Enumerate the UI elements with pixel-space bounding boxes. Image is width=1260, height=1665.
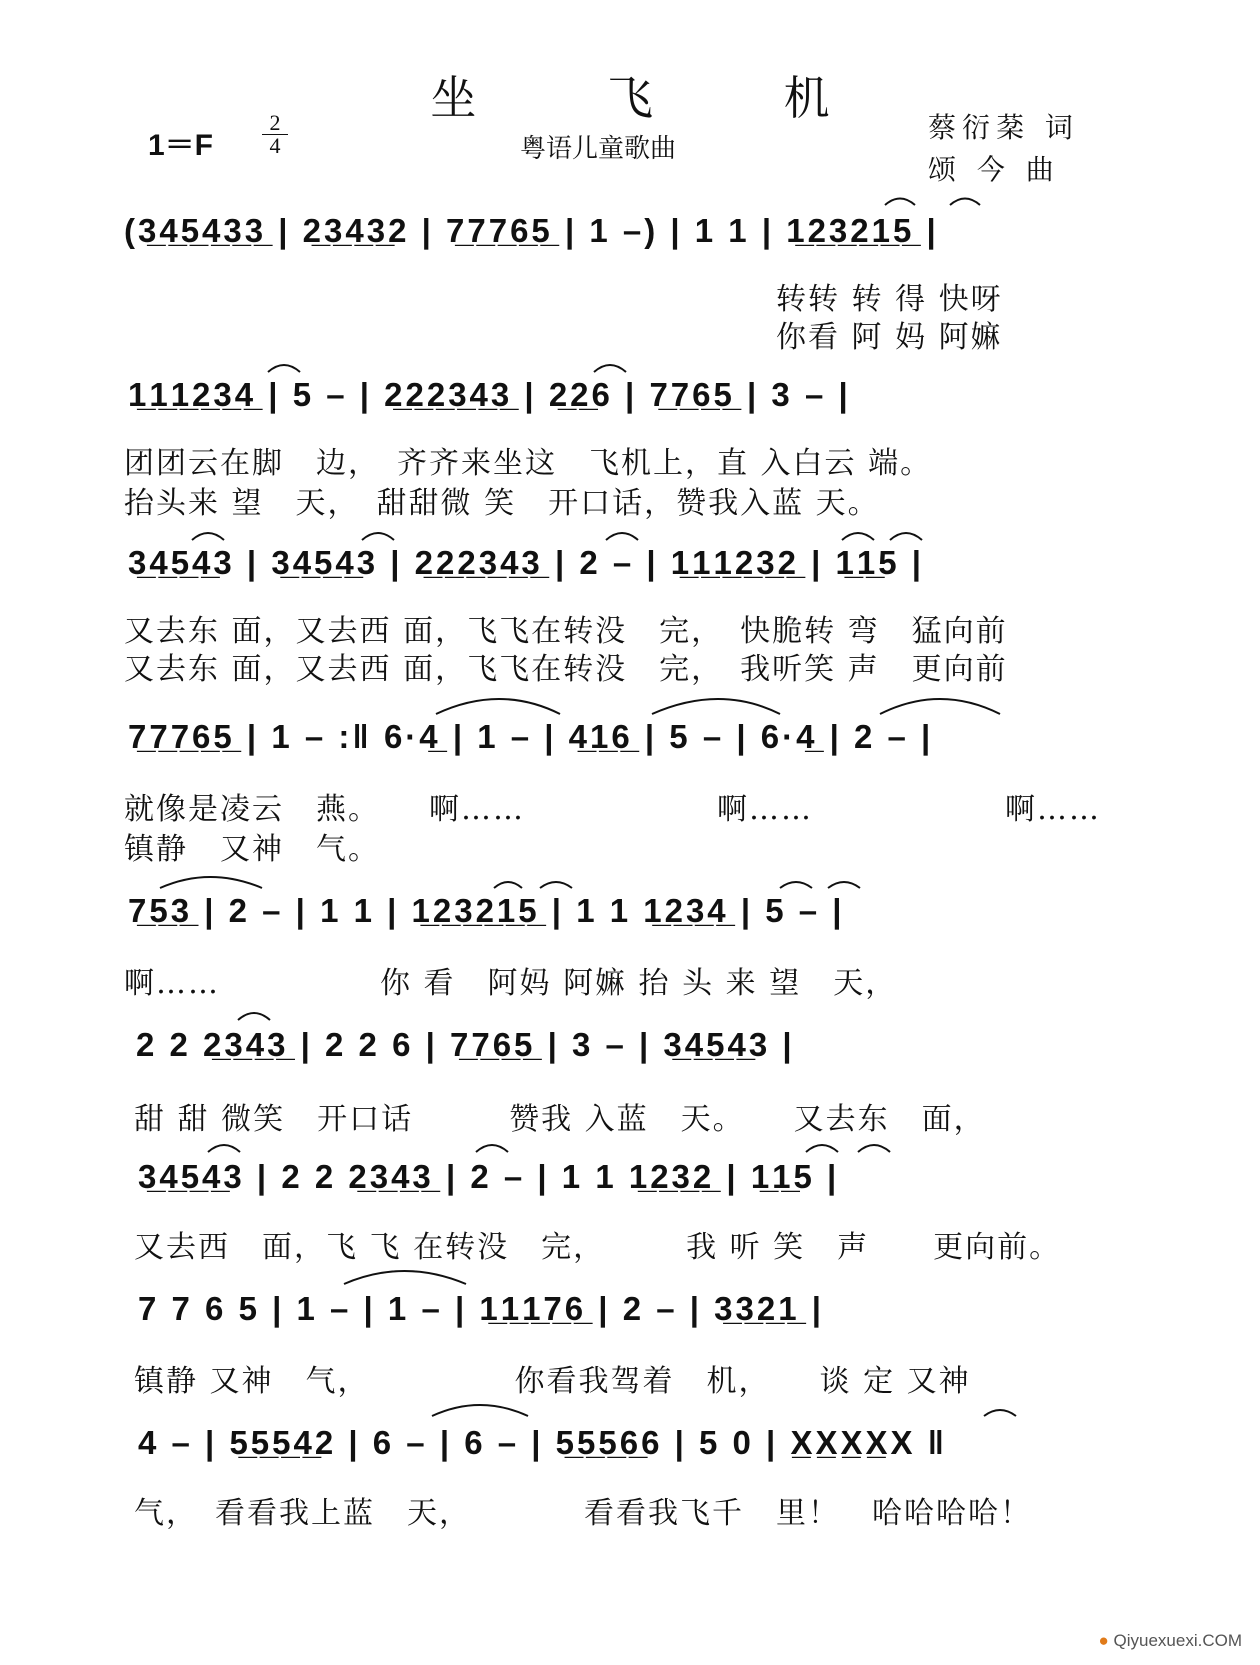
lyric-row-3-verse-2: 又去东 面，又去西 面，飞飞在转没 完， 我听笑 声 更向前	[124, 652, 1008, 687]
lyric-row-9: 气， 看看我上蓝 天， 看看我飞千 里！ 哈哈哈哈！	[134, 1496, 1032, 1531]
notation-row-3: 3̲4̲5̲4̲3 | 3̲4̲5̲4̲3 | 2̲2̲2̲3̲4̲3̲ | 2 – | 1̲1̲1̲2̲3̲2̲ | 1̲1̲5 |	[128, 544, 924, 581]
slur-mark	[476, 1145, 508, 1152]
slur-mark	[828, 882, 860, 888]
slur-mark	[885, 199, 915, 206]
time-signature	[262, 112, 288, 157]
slur-mark	[890, 533, 922, 540]
time-signature-top: 2	[262, 112, 288, 135]
notation-row-1: (3̲4̲5̲4̲3̲3̲ | 2̲3̲4̲3̲2 | 7̲7̲7̲6̲5̲ | 1 –) | 1 1 | 1̲2̲3̲2̲1̲5̲ |	[124, 212, 939, 249]
slur-mark	[594, 365, 626, 372]
lyric-row-7: 又去西 面，飞 飞 在转没 完， 我 听 笑 声 更向前。	[134, 1230, 1062, 1265]
notation-row-4: 7̲7̲7̲6̲5̲ | 1 – :‖ 6·4̲ | 1 – | 4̲1̲6̲ | 5 – | 6·4̲ | 2 – |	[128, 718, 934, 755]
lyric-row-1-verse-2: 你看 阿 妈 阿嫲	[776, 320, 1003, 355]
site-watermark	[1099, 1631, 1242, 1651]
slur-mark	[208, 1145, 240, 1152]
composer-credit: 颂 今 曲	[928, 153, 1060, 186]
slur-mark	[880, 699, 1000, 714]
slur-mark	[780, 882, 812, 888]
lyric-row-3-verse-1: 又去东 面，又去西 面，飞飞在转没 完， 快脆转 弯 猛向前	[124, 614, 1008, 649]
lyric-row-4-verse-2: 镇静 又神 气。	[124, 832, 380, 867]
song-genre: 粤语儿童歌曲	[520, 134, 677, 164]
notation-row-2: 1̲1̲1̲2̲3̲4̲ | 5 – | 2̲2̲2̲3̲4̲3̲ | 2̲2̲6 | 7̲7̲6̲5̲ | 3 – |	[128, 376, 851, 413]
slur-mark	[192, 533, 224, 540]
notation-row-6: 2 2 2̲3̲4̲3̲ | 2 2 6 | 7̲7̲6̲5̲ | 3 – | 3̲4̲5̲4̲3 |	[136, 1026, 795, 1063]
notation-row-9: 4 – | 5̲5̲5̲4̲2 | 6 – | 6 – | 5̲5̲5̲6̲6 | 5 0 | X̲X̲X̲X̲X ‖	[138, 1424, 948, 1461]
slur-mark	[606, 533, 638, 540]
slur-mark	[842, 533, 874, 540]
watermark-logo-icon: ●	[1098, 1631, 1114, 1650]
slur-mark	[362, 533, 394, 540]
slur-mark	[268, 365, 300, 372]
lyric-row-2-verse-2: 抬头来 望 天， 甜甜微 笑 开口话，赞我入蓝 天。	[124, 486, 880, 521]
notation-row-5: 7̲5̲3̲ | 2 – | 1 1 | 1̲2̲3̲2̲1̲5̲ | 1 1 1̲2̲3̲4̲ | 5 – |	[128, 892, 845, 929]
lyric-row-4-verse-1: 就像是凌云 燕。 啊…… 啊…… 啊……	[124, 792, 1101, 827]
lyric-row-6: 甜 甜 微笑 开口话 赞我 入蓝 天。 又去东 面，	[134, 1102, 986, 1137]
lyricist-credit: 蔡衍棻 词	[928, 111, 1079, 144]
slur-mark	[344, 1271, 466, 1284]
lyric-row-5: 啊…… 你 看 阿妈 阿嫲 抬 头 来 望 天，	[124, 966, 898, 1001]
lyric-row-8: 镇静 又神 气， 你看我驾着 机， 谈 定 又神	[134, 1364, 971, 1399]
slur-mark	[652, 699, 780, 714]
slur-mark	[540, 882, 572, 888]
slur-mark	[858, 1145, 890, 1152]
slur-mark	[432, 1405, 528, 1416]
slur-mark	[160, 877, 262, 888]
notation-row-7: 3̲4̲5̲4̲3 | 2 2 2̲3̲4̲3̲ | 2 – | 1 1 1̲2̲3̲2̲ | 1̲1̲5 |	[138, 1158, 840, 1195]
watermark-text: Qiyuexuexi.COM	[1113, 1631, 1242, 1650]
lyric-row-1-verse-1: 转转 转 得 快呀	[776, 282, 1003, 317]
slur-mark	[494, 882, 522, 888]
notation-row-8: 7 7 6 5 | 1 – | 1 – | 1̲1̲1̲7̲6̲ | 2 – | 3̲3̲2̲1̲ |	[138, 1290, 824, 1327]
song-title: 坐 飞 机	[430, 71, 888, 125]
slur-mark	[436, 699, 560, 714]
slur-mark	[238, 1013, 270, 1020]
lyric-row-2-verse-1: 团团云在脚 边， 齐齐来坐这 飞机上，直 入白云 端。	[124, 446, 933, 481]
slur-mark	[950, 199, 980, 206]
slur-mark	[806, 1145, 838, 1152]
key-signature: 1＝F	[148, 129, 214, 162]
time-signature-bottom: 4	[269, 133, 281, 158]
slur-mark	[984, 1410, 1016, 1416]
